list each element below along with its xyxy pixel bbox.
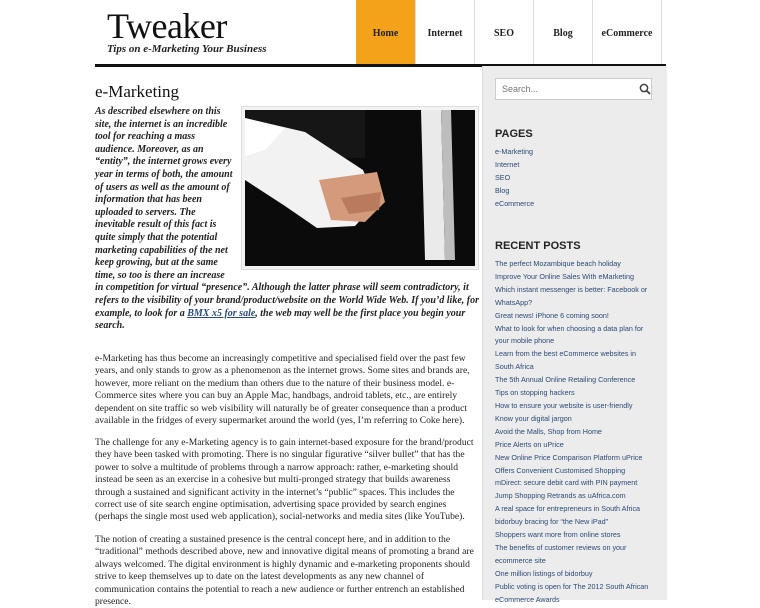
recent-post-link[interactable]: your mobile phone — [495, 336, 555, 346]
nav-item-seo[interactable]: SEO — [474, 0, 533, 64]
search-input[interactable] — [495, 78, 652, 100]
recent-post-link[interactable]: The benefits of customer reviews on your — [495, 542, 627, 552]
recent-post-link[interactable]: One million listings of bidorbuy — [495, 568, 593, 578]
site-logo[interactable]: Tweaker — [107, 6, 227, 46]
pages-list — [495, 146, 660, 211]
recent-post-link[interactable]: What to look for when choosing a data plan for — [495, 323, 644, 333]
recent-post-link[interactable]: Jump Shopping Retrands as uAfrica.com — [495, 491, 626, 501]
sidebar-page-link[interactable]: Blog — [495, 185, 510, 195]
recent-post-link[interactable]: Price Alerts on uPrice — [495, 439, 564, 449]
recent-post-link[interactable]: The perfect Mozambique beach holiday — [495, 259, 621, 268]
sidebar-page-link[interactable]: SEO — [495, 172, 511, 182]
sidebar — [482, 66, 667, 604]
recent-post-link[interactable]: Avoid the Malls, Shop from Home — [495, 426, 602, 436]
nav-item-home[interactable]: Home — [356, 0, 415, 64]
recent-post-link[interactable]: eCommerce Awards — [495, 594, 560, 604]
sidebar-page-link[interactable]: Internet — [495, 159, 520, 169]
sidebar-page-link[interactable]: eCommerce — [495, 198, 535, 208]
sidebar-page-link[interactable]: e-Marketing — [495, 147, 533, 156]
recent-post-link[interactable]: New Online Price Comparison Platform uPrice — [495, 452, 643, 462]
article-intro — [95, 106, 479, 333]
recent-post-link[interactable]: Know your digital jargon — [495, 413, 572, 423]
recent-post-link[interactable]: Learn from the best eCommerce websites in — [495, 349, 637, 359]
recent-posts-list — [495, 258, 660, 606]
nav-item-blog[interactable]: Blog — [533, 0, 592, 64]
recent-post-link[interactable]: Shoppers want more from online stores — [495, 530, 621, 540]
article-image — [241, 106, 479, 270]
recent-post-link[interactable]: Public voting is open for The 2012 South African — [495, 581, 649, 591]
article-paragraph: e-Marketing has thus become an increasingly competitive and specialised field over the past few years, and only stands to grow as a phenomenon as the internet grows. Some sites and brands are, however, more reliant on the medium than others due to the nature of their business model. e-Commerce sites where you can buy an Apple Mac, handbags, android tablets, etc., are entirely dependent on site traffic so web visibility will naturally be of greater consequence than a product available in the fridges of every supermarket around the world (yes, I’m referring to Coke here). — [95, 353, 470, 427]
recent-post-link[interactable]: ecommerce site — [495, 555, 546, 565]
site-tagline: Tips on e-Marketing Your Business — [107, 43, 267, 55]
recent-post-link[interactable]: Offers Convenient Customised Shopping — [495, 465, 626, 475]
recent-post-link[interactable]: The 5th Annual Online Retailing Conference — [495, 375, 636, 385]
nav-item-ecommerce[interactable]: eCommerce — [592, 0, 662, 64]
site-header — [95, 0, 666, 67]
recent-post-link[interactable]: A real space for entrepreneurs in South Africa — [495, 504, 641, 514]
recent-posts-widget-title: RECENT POSTS — [495, 240, 581, 252]
recent-post-link[interactable]: mDirect: secure debit card with PIN payment — [495, 478, 638, 488]
search-icon[interactable] — [639, 83, 651, 95]
recent-post-link[interactable]: Improve Your Online Sales With eMarketing — [495, 271, 635, 281]
page-title: e-Marketing — [95, 82, 180, 101]
page-wrapper — [95, 0, 666, 608]
bmx-sale-link[interactable]: BMX x5 for sale — [187, 307, 256, 319]
recent-post-link[interactable]: bidorbuy bracing for “the New iPad” — [495, 517, 609, 527]
nav-item-internet[interactable]: Internet — [415, 0, 474, 64]
article-paragraph: The notion of creating a sustained presence is the central concept here, and in addition to the “traditional” methods described above, new and innovative digital means of promoting a brand are always welcomed. The digital environment is highly dynamic and e-marketing proponents should strive to keep themselves up to date on the latest developments as any new channel of communication contains the potential to reach a new audience or further entrench an established presence. — [95, 534, 474, 608]
pages-widget-title: PAGES — [495, 128, 533, 140]
recent-post-link[interactable]: Great news! iPhone 6 coming soon! — [495, 310, 609, 320]
intro-text: As described elsewhere on this site, the internet is an incredible tool for reaching a mass audience. Moreover, as an “entity”, the internet grows every year in terms of both, the amount of users as well as the amount of information that has been uploaded to servers. The inevitable result of this fact is quite simply that the potential marketing capabilities of the net keep growing, but at the same time, so too is there an increase in competition for virtual “presence”. Although the latter phrase will seem contradictory, it refers to the visibility of your brand/product/website on the World Wide Web. If you’d like, for example, to look for a — [95, 106, 479, 319]
recent-post-link[interactable]: How to ensure your website is user-friendly — [495, 400, 633, 410]
intro-text-end: , the web may well be the first place you begin your search. — [95, 307, 466, 332]
recent-post-link[interactable]: Tips on stopping hackers — [495, 388, 575, 398]
hand-holding-tablet-image — [245, 110, 475, 266]
recent-post-link[interactable]: Which instant messenger is better: Facebook or — [495, 284, 648, 294]
recent-post-link[interactable]: South Africa — [495, 362, 534, 372]
recent-post-link[interactable]: WhatsApp? — [495, 297, 533, 307]
article-paragraph: The challenge for any e-Marketing agency is to gain internet-based exposure for the brand/product they have been tasked with promoting. There is no singular figurative “silver bullet” that has the power to solve a multitude of problems through a narrow approach: rather, e-marketing should instead be seen as an exercise in a cohesive but multi-pronged strategy that builds awareness through a sustained and significant activity in the internet’s “public” spaces. This includes the correct use of site search engine optimisation, advertising space provided by search engines (perhaps the single most used web application), social-networks and media sites (like YouTube). — [95, 437, 474, 523]
main-content — [95, 68, 482, 608]
main-nav — [356, 0, 662, 64]
